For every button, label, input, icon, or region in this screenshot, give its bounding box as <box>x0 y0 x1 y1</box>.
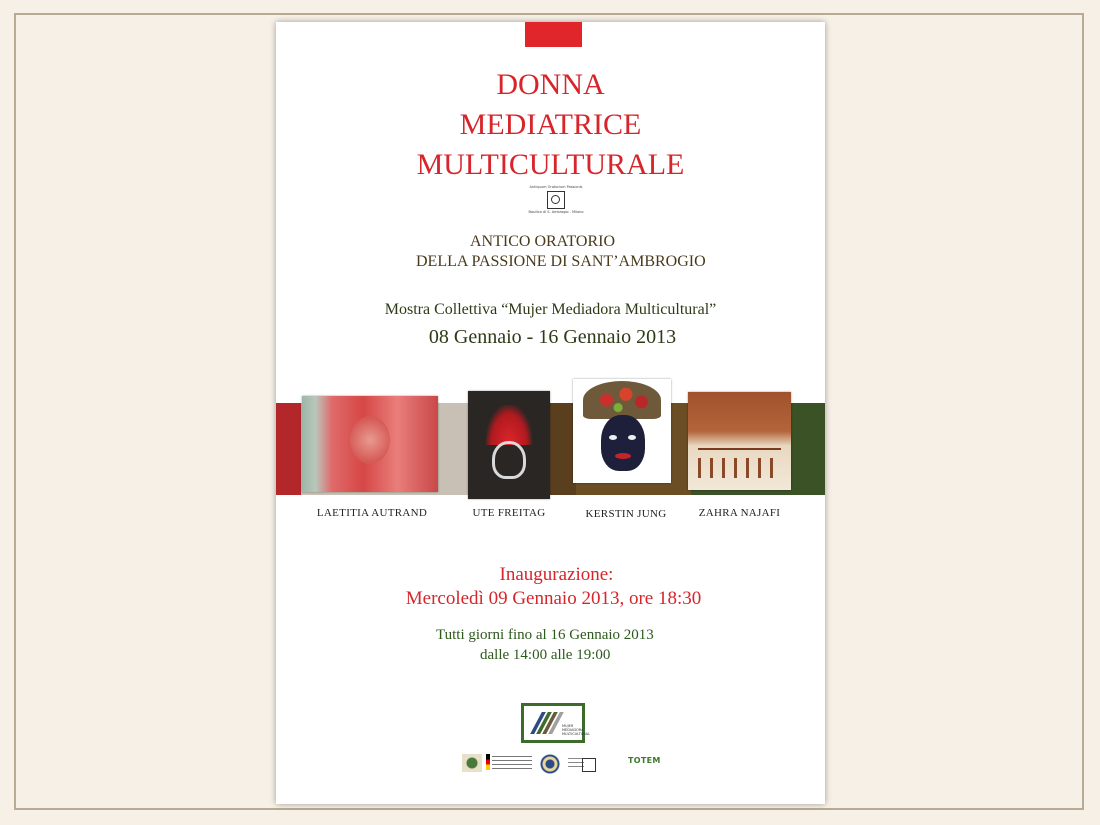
textile-pattern <box>698 458 781 478</box>
silver-brooch-shape <box>492 441 526 479</box>
textile-line <box>698 448 781 450</box>
band-segment-red <box>276 403 301 495</box>
artwork-freitag <box>468 391 550 499</box>
schedule-line-1: Tutti giorni fino al 16 Gennaio 2013 <box>436 627 654 643</box>
venue-line-2: DELLA PASSIONE DI SANT’AMBROGIO <box>416 253 706 270</box>
title-line-3: MULTICULTURALE <box>416 148 685 181</box>
inauguration-date: Mercoledì 09 Gennaio 2013, ore 18:30 <box>405 588 702 609</box>
eye-left <box>609 435 617 440</box>
poster-title <box>276 65 825 185</box>
oratorio-small-seal-icon <box>582 758 596 772</box>
seal-emblem-icon <box>547 191 565 209</box>
logo-text-line-3: MULTICULTURAL <box>562 732 591 736</box>
artwork-autrand <box>302 396 438 492</box>
oratorio-seal <box>524 185 588 221</box>
red-crown-shape <box>583 381 661 419</box>
red-tab-decoration <box>525 22 582 47</box>
totem-logo: TOTEM <box>628 756 661 765</box>
artwork-najafi <box>688 392 791 490</box>
exhibition-poster <box>276 22 825 804</box>
el-salvador-emblem-icon <box>540 754 560 774</box>
title-line-2: MEDIATRICE <box>459 108 642 141</box>
eye-right <box>628 435 636 440</box>
artist-name-3: KERSTIN JUNG <box>585 508 667 520</box>
dark-head-shape <box>601 415 645 471</box>
exhibition-name: Mostra Collettiva “Mujer Mediadora Multicultural” <box>384 301 717 318</box>
logo-text-line-1: MUJER <box>562 724 574 728</box>
schedule-line-2: dalle 14:00 alle 19:00 <box>480 647 611 663</box>
artist-name-1: LAETITIA AUTRAND <box>316 507 428 519</box>
seal-bottom-text: Basilica di S. Ambrogio - Milano <box>528 210 584 214</box>
red-feathers-shape <box>486 405 532 445</box>
artwork-jung <box>573 379 671 483</box>
venue-line-1: ANTICO ORATORIO <box>470 233 616 250</box>
seal-top-text: Antiquum Oratorium Passionis <box>529 185 583 189</box>
germany-flag-icon <box>486 754 490 770</box>
inauguration-label: Inaugurazione: <box>499 564 614 585</box>
logo-text <box>562 724 590 736</box>
artist-name-2: UTE FREITAG <box>472 507 546 519</box>
logo-text-line-2: MEDIADORA <box>562 728 584 732</box>
title-line-1: DONNA <box>496 68 605 101</box>
painted-face-shape <box>350 416 390 464</box>
red-lips <box>615 453 631 459</box>
exhibition-dates: 08 Gennaio - 16 Gennaio 2013 <box>428 326 677 348</box>
consulate-text-lines <box>492 756 532 770</box>
artist-name-4: ZAHRA NAJAFI <box>698 507 781 519</box>
mexico-emblem-icon <box>462 754 482 772</box>
mujer-mediadora-logo <box>521 703 591 743</box>
